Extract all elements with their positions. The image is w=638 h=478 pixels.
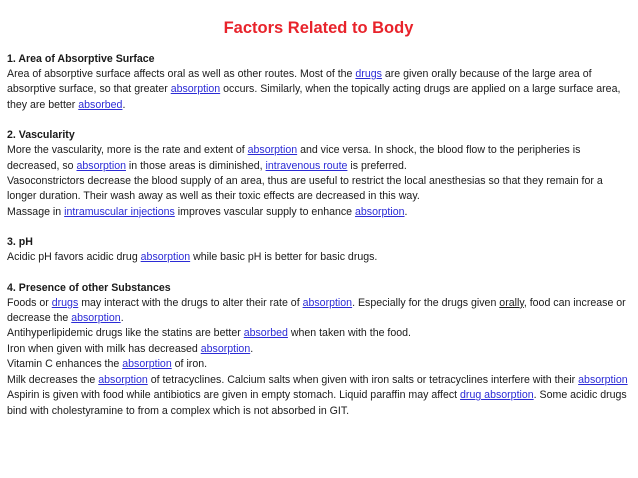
text-run: Area of absorptive surface affects oral as well as other routes. Most of the: [7, 68, 356, 80]
paragraph: [7, 296, 630, 327]
hyperlink-absorption[interactable]: absorption: [140, 251, 191, 264]
paragraph: [7, 174, 630, 205]
hyperlink-absorption[interactable]: absorption: [76, 159, 126, 172]
text-run: More the vascularity, more is the rate and extent of: [7, 144, 248, 157]
hyperlink-absorption[interactable]: absorption: [71, 312, 121, 325]
paragraph: [7, 326, 630, 341]
hyperlink-absorption[interactable]: absorption: [247, 144, 298, 157]
hyperlink-intramuscular-injections[interactable]: intramuscular injections: [64, 205, 175, 218]
hyperlink-absorption[interactable]: absorption: [355, 205, 405, 218]
text-run: Milk decreases the: [7, 373, 99, 386]
section-gap: [7, 113, 630, 128]
hyperlink-drugs[interactable]: drugs: [355, 68, 382, 80]
page-title: Factors Related to Body: [223, 19, 414, 37]
hyperlink-absorbed[interactable]: absorbed: [243, 327, 288, 340]
text-run: Acidic pH favors acidic drug: [7, 251, 141, 264]
section-gap: [7, 266, 630, 281]
section-heading: 3. pH: [7, 236, 33, 249]
text-run: .: [120, 312, 124, 325]
section-1: [7, 52, 630, 113]
text-run: .: [250, 342, 254, 355]
hyperlink-absorption[interactable]: absorption: [200, 342, 251, 355]
paragraph: [7, 143, 630, 174]
content-body: [7, 52, 630, 419]
text-run: .: [404, 205, 408, 218]
text-run: are given orally because of the large area of absorptive surface, so that greater: [7, 68, 592, 96]
section-heading: 4. Presence of other Substances: [7, 281, 171, 294]
hyperlink-drugs[interactable]: drugs: [51, 296, 79, 309]
hyperlink-absorption[interactable]: absorption: [122, 358, 172, 371]
section-heading: 1. Area of Absorptive Surface: [7, 53, 155, 65]
section-4: [7, 281, 630, 419]
text-run: . Some acidic drugs bind with cholestyramine to from a complex which is not absorbed in GIT.: [7, 389, 627, 417]
paragraph: [7, 373, 630, 388]
hyperlink-drug-absorption[interactable]: drug absorption: [460, 389, 534, 402]
section-gap: [7, 220, 630, 235]
text-run: and vice versa. In shock, the blood flow to the peripheries is decreased, so: [7, 144, 581, 172]
text-run: .: [122, 98, 126, 111]
text-run: while basic pH is better for basic drugs.: [190, 251, 378, 264]
paragraph: [7, 205, 630, 220]
hyperlink-absorption[interactable]: absorption: [302, 296, 353, 309]
text-run: Iron when given with milk has decreased: [7, 342, 201, 355]
text-run: Foods or: [7, 296, 52, 309]
section-heading: 2. Vascularity: [7, 129, 75, 142]
paragraph: [7, 342, 630, 357]
text-run: occurs. Similarly, when the topically acting drugs are applied on a large surface area, they are better: [7, 83, 621, 111]
text-run: , food can increase or decrease the: [7, 296, 626, 325]
paragraph: [7, 388, 630, 419]
text-run: improves vascular supply to enhance: [174, 205, 356, 218]
text-run: Vitamin C enhances the: [7, 358, 123, 371]
text-run: . Especially for the drugs given: [352, 296, 500, 309]
text-run: Massage in: [7, 205, 65, 218]
text-run: of iron.: [171, 358, 208, 371]
text-run: in those areas is diminished,: [125, 159, 266, 172]
hyperlink-absorption[interactable]: absorption: [170, 83, 221, 96]
hyperlink-absorbed[interactable]: absorbed: [78, 98, 123, 111]
paragraph: [7, 67, 630, 113]
hyperlink-intravenous-route[interactable]: intravenous route: [265, 159, 348, 172]
hyperlink-absorption[interactable]: absorption: [98, 373, 148, 386]
text-run: is preferred.: [347, 159, 407, 172]
text-run: Aspirin is given with food while antibiotics are given in empty stomach. Liquid paraffin may affect: [7, 389, 461, 402]
paragraph: [7, 250, 630, 265]
text-run: of tetracyclines. Calcium salts when given with iron salts or tetracyclines interfere with their: [147, 373, 579, 386]
text-run: when taken with the food.: [287, 327, 411, 340]
text-run: may interact with the drugs to alter their rate of: [78, 296, 303, 309]
paragraph: [7, 357, 630, 372]
section-3: [7, 235, 630, 265]
underlined-text: orally: [499, 296, 524, 309]
hyperlink-absorption[interactable]: absorption: [578, 373, 628, 386]
text-run: Antihyperlipidemic drugs like the statins are better: [7, 327, 244, 340]
section-2: [7, 128, 630, 220]
text-run: Vasoconstrictors decrease the blood supply of an area, thus are useful to restrict the local anesthesias so that they remain for a longer duration. Their wash away as well as their toxic effects are decreased in this way.: [7, 175, 603, 203]
